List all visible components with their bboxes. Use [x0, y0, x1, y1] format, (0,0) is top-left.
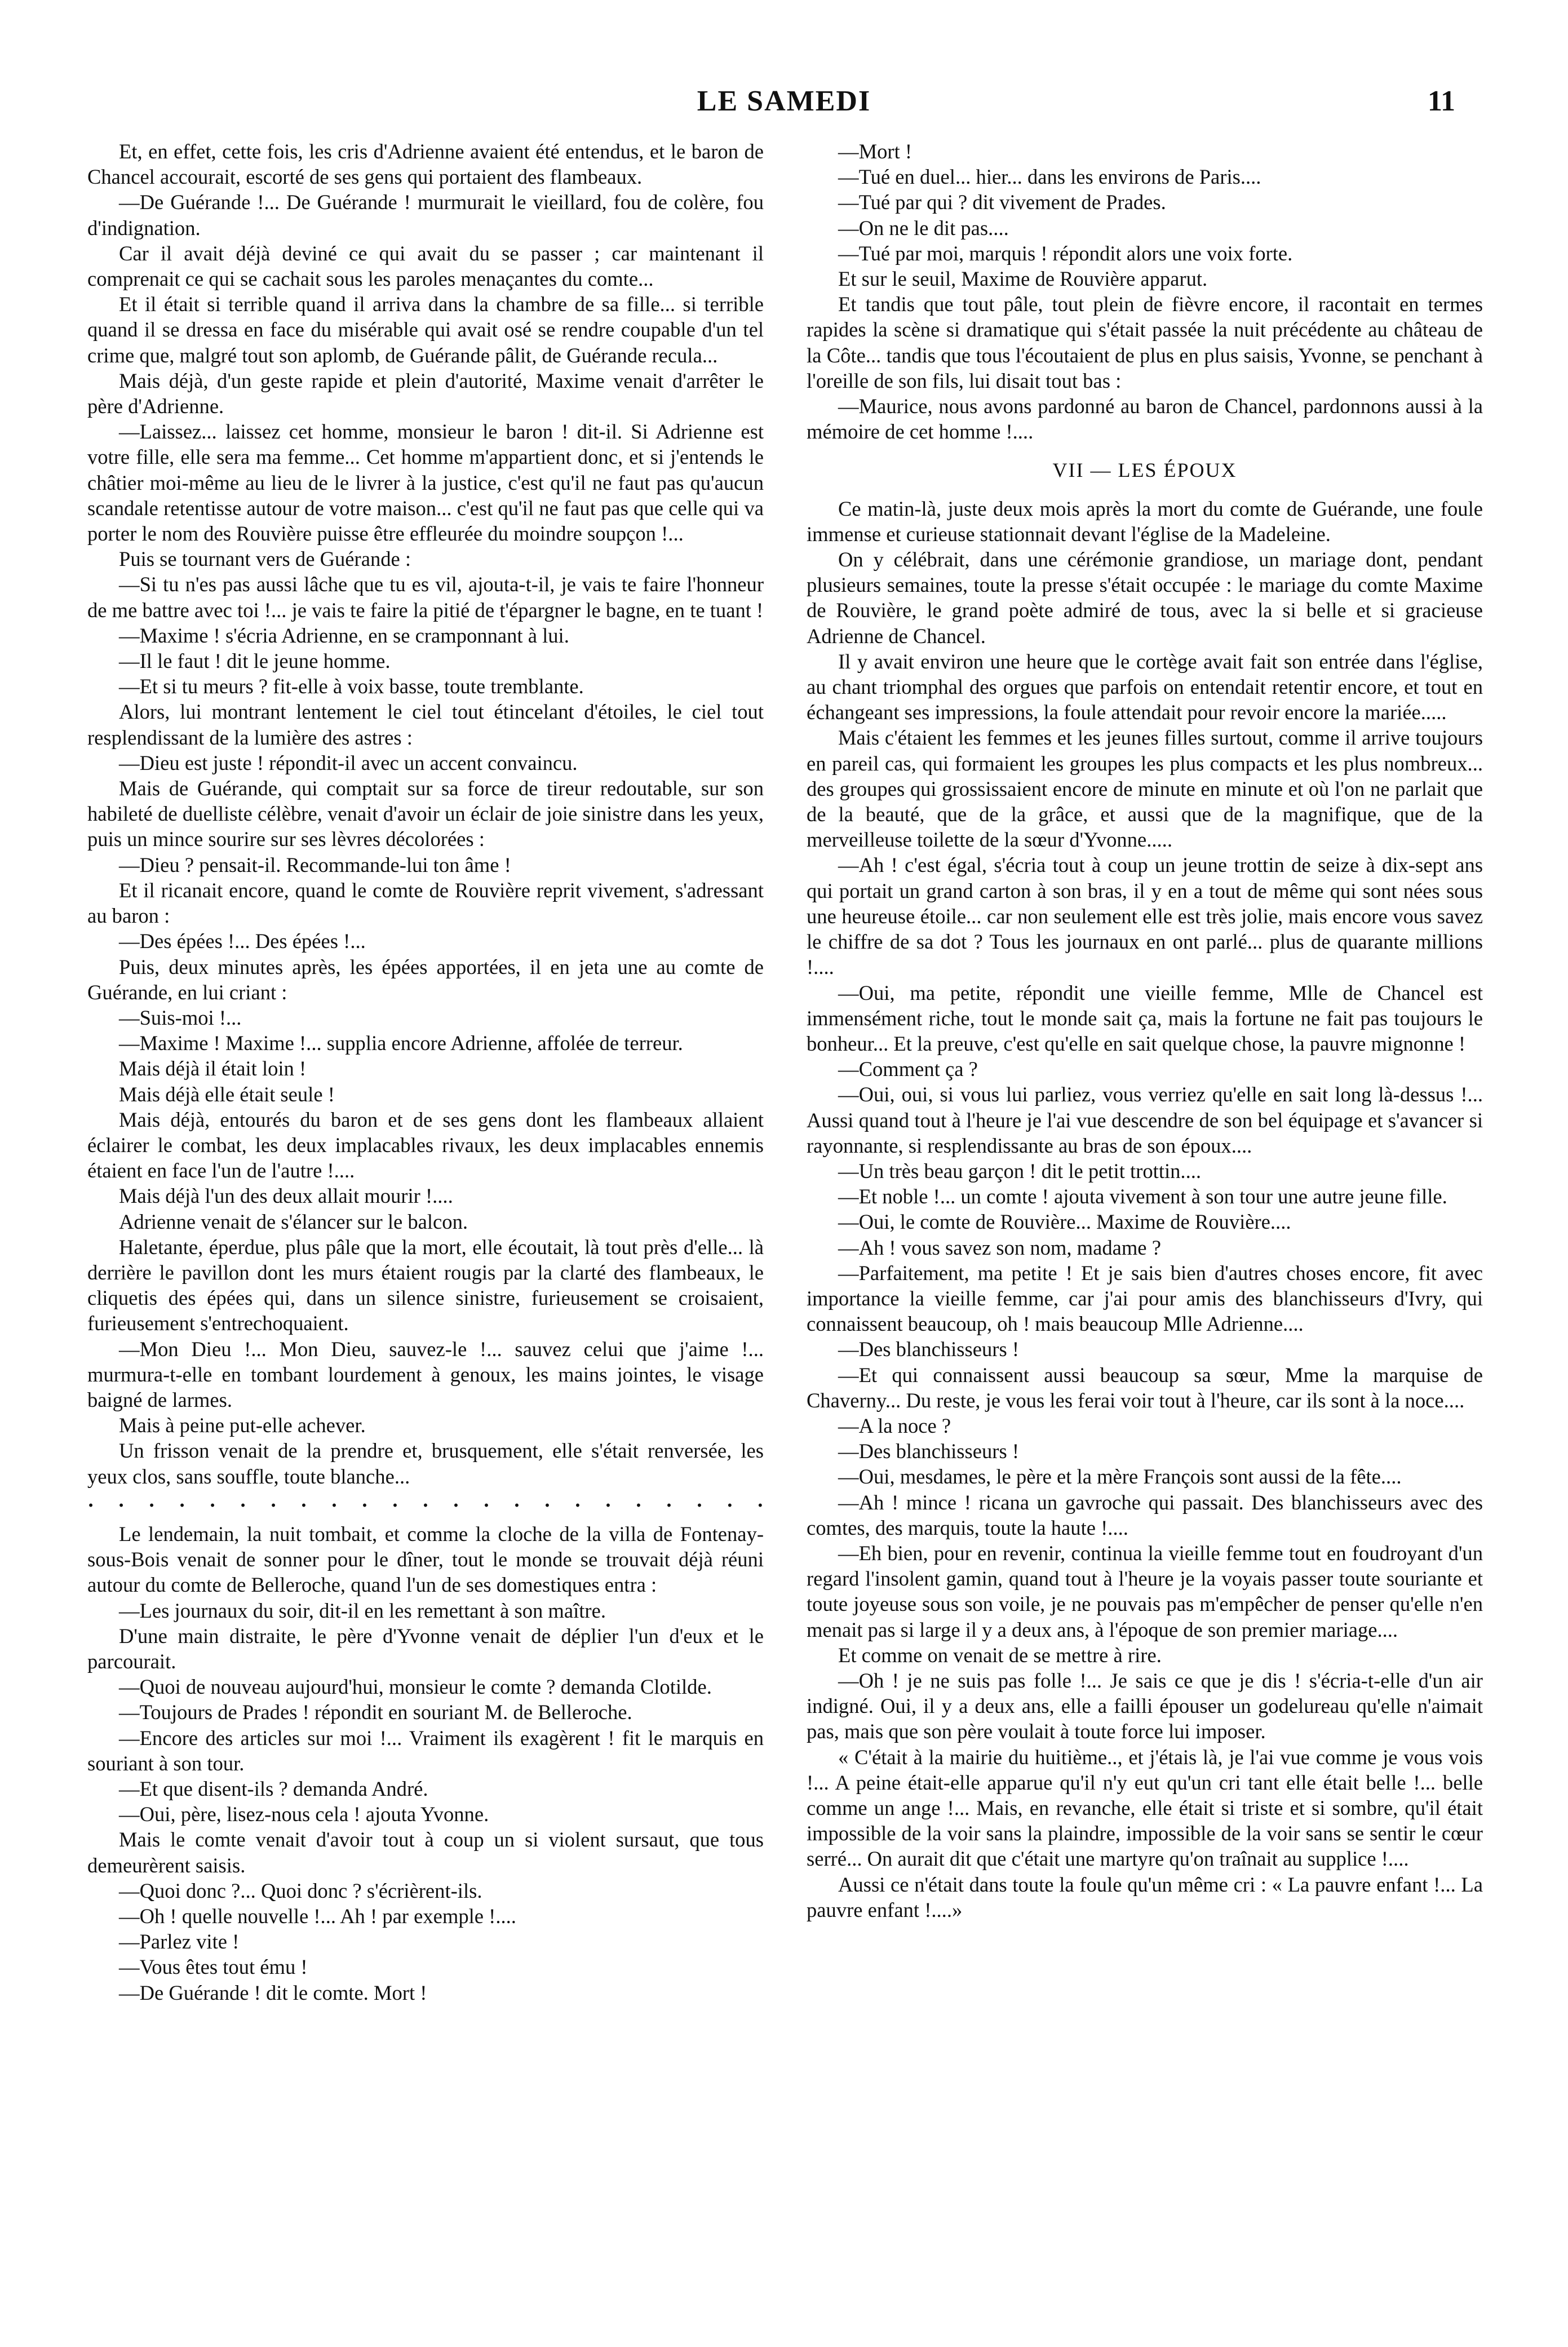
paragraph: Et sur le seuil, Maxime de Rouvière apparut. — [838, 267, 1208, 291]
paragraph: —Des blanchisseurs ! — [838, 1440, 1020, 1463]
paragraph: —Maurice, nous avons pardonné au baron de Chancel, pardonnons aussi à la mémoire de cet homme !.... — [807, 395, 1483, 444]
paragraph: Mais de Guérande, qui comptait sur sa force de tireur redoutable, sur son habileté de duelliste célèbre, venait d'avoir un éclair de joie sinistre dans les yeux, puis un mince sourire sur ses lèvres décolorées : — [87, 777, 764, 851]
paragraph: —Quoi de nouveau aujourd'hui, monsieur le comte ? demanda Clotilde. — [119, 1675, 712, 1699]
paragraph: —Des blanchisseurs ! — [838, 1338, 1020, 1361]
paragraph: —Tué par qui ? dit vivement de Prades. — [838, 191, 1166, 214]
paragraph: —Mort ! — [838, 140, 913, 163]
section-title: VII — LES ÉPOUX — [1052, 459, 1237, 482]
paragraph: Mais déjà, entourés du baron et de ses gens dont les flambeaux allaient éclairer le combat, les deux implacables rivaux, les deux implacables ennemis étaient en face l'un de l'autre !.... — [87, 1108, 764, 1183]
paragraph: —Oui, ma petite, répondit une vieille femme, Mlle de Chancel est immensément riche, tout le monde sait ça, mais la fortune ne fait pas toujours le bonheur... Et la preuve, c'est qu'elle en sait quelque chose, la pauvre mignonne ! — [807, 981, 1483, 1055]
section-separator: · · · · · · · · · · · · · · · · · · · · · · · — [87, 1493, 764, 1517]
paragraph: —Les journaux du soir, dit-il en les remettant à son maître. — [119, 1598, 606, 1622]
paragraph: —Oh ! quelle nouvelle !... Ah ! par exemple !.... — [119, 1905, 516, 1928]
right-column-part-1 — [807, 139, 1483, 444]
paragraph: Puis, deux minutes après, les épées apportées, il en jeta une au comte de Guérande, en lui criant : — [87, 955, 764, 1004]
paragraph: —Vous êtes tout ému ! — [119, 1955, 308, 1979]
paragraph: —Laissez... laissez cet homme, monsieur le baron ! dit-il. Si Adrienne est votre fille, elle sera ma femme... Cet homme m'appartient donc, et si j'entends le châtier moi-même au lieu de le livrer à la justice, c'est qu'il ne faut pas qu'aucun scandale retentisse autour de votre maison... c'est qu'il ne faut pas que celle qui va porter le nom des Rouvière puisse être effleurée du moindre soupçon !... — [87, 420, 764, 546]
paragraph: —Maxime ! Maxime !... supplia encore Adrienne, affolée de terreur. — [119, 1031, 683, 1055]
paragraph: Ce matin-là, juste deux mois après la mort du comte de Guérande, une foule immense et curieuse stationnait devant l'église de la Madeleine. — [807, 497, 1483, 546]
paragraph: Car il avait déjà deviné ce qui avait du se passer ; car maintenant il comprenait ce qui se cachait sous les paroles menaçantes du comte... — [87, 241, 764, 291]
paragraph: Il y avait environ une heure que le cortège avait fait son entrée dans l'église, au chant triomphal des orgues que parfois on entendait retentir encore, et tout en échangeant ses impressions, la foule attendait pour revoir encore la mariée..... — [807, 649, 1483, 724]
paragraph: —Suis-moi !... — [119, 1006, 242, 1029]
paragraph: —Et qui connaissent aussi beaucoup sa sœur, Mme la marquise de Chaverny... Du reste, je vous les ferai voir tout à l'heure, car ils sont à la noce.... — [807, 1363, 1483, 1412]
paragraph: Alors, lui montrant lentement le ciel tout étincelant d'étoiles, le ciel tout resplendissant de la lumière des astres : — [87, 700, 764, 749]
paragraph: —Oui, mesdames, le père et la mère François sont aussi de la fête.... — [838, 1465, 1402, 1489]
paragraph: —Tué en duel... hier... dans les environs de Paris.... — [838, 165, 1261, 189]
left-column — [87, 139, 764, 2005]
right-column-part-2 — [807, 496, 1483, 1923]
paragraph: D'une main distraite, le père d'Yvonne venait de déplier l'un d'eux et le parcourait. — [87, 1624, 764, 1673]
paragraph: —Et que disent-ils ? demanda André. — [119, 1777, 428, 1800]
paragraph: Mais c'étaient les femmes et les jeunes filles surtout, comme il arrive toujours en pareil cas, qui formaient les groupes les plus compacts et les plus nombreux... des groupes qui grossissaient encore de minute en minute et où l'on ne parlait que de la beauté, que de la grâce, et aussi que de la magnifique, que de la merveilleuse toilette de la sœur d'Yvonne..... — [807, 726, 1483, 852]
publication-title: LE SAMEDI — [697, 85, 871, 117]
paragraph: Puis se tournant vers de Guérande : — [119, 547, 411, 571]
paragraph: Mais déjà il était loin ! — [119, 1057, 307, 1080]
right-column — [807, 139, 1483, 1923]
paragraph: Adrienne venait de s'élancer sur le balcon. — [119, 1210, 468, 1233]
paragraph: Mais déjà l'un des deux allait mourir !.... — [119, 1184, 453, 1208]
paragraph: —Ah ! vous savez son nom, madame ? — [838, 1236, 1161, 1259]
paragraph: Et il ricanait encore, quand le comte de Rouvière reprit vivement, s'adressant au baron : — [87, 878, 764, 928]
paragraph: Mais déjà, d'un geste rapide et plein d'autorité, Maxime venait d'arrêter le père d'Adrienne. — [87, 369, 764, 418]
paragraph: —Maxime ! s'écria Adrienne, en se cramponnant à lui. — [119, 623, 569, 647]
page-header — [113, 85, 1455, 124]
paragraph: —On ne le dit pas.... — [838, 216, 1009, 240]
paragraph: —Ah ! mince ! ricana un gavroche qui passait. Des blanchisseurs avec des comtes, des marquis, toute la haute !.... — [807, 1490, 1483, 1539]
paragraph: —Tué par moi, marquis ! répondit alors une voix forte. — [838, 241, 1293, 265]
paragraph: —Oh ! je ne suis pas folle !... Je sais ce que je dis ! s'écria-t-elle d'un air indigné. Oui, il y a deux ans, elle a failli épouser un godelureau qu'elle n'aimait pas, mais que son père voulait à toute force lui imposer. — [807, 1668, 1483, 1743]
paragraph: —Oui, père, lisez-nous cela ! ajouta Yvonne. — [119, 1803, 489, 1826]
paragraph: —Comment ça ? — [838, 1057, 978, 1081]
paragraph: On y célébrait, dans une cérémonie grandiose, un mariage dont, pendant plusieurs semaines, toute la presse s'était occupée : le mariage du comte Maxime de Rouvière, le grand poète admiré de tous, avec la si belle et si gracieuse Adrienne de Chancel. — [807, 548, 1483, 648]
paragraph: —Quoi donc ?... Quoi donc ? s'écrièrent-ils. — [119, 1879, 482, 1902]
paragraph: Un frisson venait de la prendre et, brusquement, elle s'était renversée, les yeux clos, sans souffle, toute blanche... — [87, 1439, 764, 1488]
paragraph: Et tandis que tout pâle, tout plein de fièvre encore, il racontait en termes rapides la scène si dramatique qui s'était passée la nuit précédente au château de la Côte... tandis que tous l'écoutaient de plus en plus saisis, Yvonne, se penchant à l'oreille de son fils, lui disait tout bas : — [807, 293, 1483, 392]
paragraph: —De Guérande !... De Guérande ! murmurait le vieillard, fou de colère, fou d'indignation. — [87, 191, 764, 240]
paragraph: —Un très beau garçon ! dit le petit trottin.... — [838, 1159, 1202, 1183]
paragraph: —A la noce ? — [838, 1414, 951, 1437]
paragraph: —Encore des articles sur moi !... Vraiment ils exagèrent ! fit le marquis en souriant à son tour. — [87, 1726, 764, 1775]
paragraph: Mais déjà elle était seule ! — [119, 1082, 335, 1106]
paragraph: —Des épées !... Des épées !... — [119, 929, 366, 953]
paragraph: Aussi ce n'était dans toute la foule qu'un même cri : « La pauvre enfant !... La pauvre enfant !....» — [807, 1872, 1483, 1921]
paragraph: Haletante, éperdue, plus pâle que la mort, elle écoutait, là tout près d'elle... là derrière le pavillon dont les murs étaient rougis par la clarté des flambeaux, le cliquetis des épées qui, dans un silence sinistre, furieusement se croisaient, furieusement s'entrechoquaient. — [87, 1235, 764, 1335]
paragraph: —De Guérande ! dit le comte. Mort ! — [119, 1981, 427, 2004]
paragraph: —Oui, le comte de Rouvière... Maxime de Rouvière.... — [838, 1210, 1291, 1234]
paragraph: —Il le faut ! dit le jeune homme. — [119, 649, 391, 673]
paragraph: Mais le comte venait d'avoir tout à coup un si violent sursaut, que tous demeurèrent saisis. — [87, 1828, 764, 1877]
paragraph: —Et si tu meurs ? fit-elle à voix basse, toute tremblante. — [119, 675, 584, 698]
paragraph: —Dieu est juste ! répondit-il avec un accent convaincu. — [119, 751, 578, 774]
paragraph: —Parlez vite ! — [119, 1930, 240, 1954]
paragraph: —Eh bien, pour en revenir, continua la vieille femme tout en foudroyant d'un regard l'insolent gamin, quand tout à l'heure je la voyais passer toute souriante et toute joyeuse sous son voile, je ne pouvais pas m'empêcher de penser qu'elle n'en menait pas si large il y a deux ans, à l'époque de son premier mariage.... — [807, 1541, 1483, 1641]
paragraph: —Toujours de Prades ! répondit en souriant M. de Belleroche. — [119, 1701, 632, 1724]
paragraph: —Parfaitement, ma petite ! Et je sais bien d'autres choses encore, fit avec importance la vieille femme, car j'ai pour amis des blanchisseurs d'Ivry, qui connaissent beaucoup, oh ! mais beaucoup Mlle Adrienne.... — [807, 1261, 1483, 1336]
paragraph: Et il était si terrible quand il arriva dans la chambre de sa fille... si terrible quand il se dressa en face du misérable qui avait osé se rendre coupable d'un tel crime que, malgré tout son aplomb, de Guérande pâlit, de Guérande recula... — [87, 293, 764, 367]
paragraph: Le lendemain, la nuit tombait, et comme la cloche de la villa de Fontenay-sous-Bois venait de sonner pour le dîner, tout le monde se trouvait déjà réuni autour du comte de Belleroche, quand l'un de ses domestiques entra : — [87, 1522, 764, 1597]
paragraph: —Oui, oui, si vous lui parliez, vous verriez qu'elle en sait long là-dessus !... Aussi quand tout à l'heure je l'ai vue descendre de son bel équipage et s'avancer si rayonnante, si resplendissante au bras de son époux.... — [807, 1083, 1483, 1157]
paragraph: Mais à peine put-elle achever. — [119, 1414, 366, 1437]
page-number: 11 — [1427, 85, 1455, 117]
paragraph: Et comme on venait de se mettre à rire. — [838, 1643, 1162, 1667]
paragraph: Et, en effet, cette fois, les cris d'Adrienne avaient été entendus, et le baron de Chancel accourait, escorté de ses gens qui portaient des flambeaux. — [87, 140, 764, 189]
paragraph: —Dieu ? pensait-il. Recommande-lui ton âme ! — [119, 853, 511, 876]
paragraph: —Si tu n'es pas aussi lâche que tu es vil, ajouta-t-il, je vais te faire l'honneur de me battre avec toi !... je vais te faire la pitié de t'épargner le bagne, en te tuant ! — [87, 573, 764, 622]
paragraph: —Ah ! c'est égal, s'écria tout à coup un jeune trottin de seize à dix-sept ans qui portait un grand carton à son bras, il y en a tout de même qui sont nées sous une heureuse étoile... car non seulement elle est très jolie, mais encore vous savez le chiffre de sa dot ? Tous les journaux en ont parlé... plus de quarante millions !.... — [807, 853, 1483, 979]
paragraph: « C'était à la mairie du huitième.., et j'étais là, je l'ai vue comme je vous vois !... A peine était-elle apparue qu'il n'y eut qu'un cri tant elle était belle !... belle comme un ange !... Mais, en revanche, elle était si triste et si sombre, qu'il était impossible de la voir sans la plaindre, impossible de la voir sans se sentir le cœur serré... On aurait dit que c'était une martyre qu'on traînait au supplice !.... — [807, 1745, 1483, 1871]
paragraph: —Et noble !... un comte ! ajouta vivement à son tour une autre jeune fille. — [838, 1185, 1447, 1208]
paragraph: —Mon Dieu !... Mon Dieu, sauvez-le !... sauvez celui que j'aime !... murmura-t-elle en tombant lourdement à genoux, les mains jointes, le visage baigné de larmes. — [87, 1337, 764, 1411]
